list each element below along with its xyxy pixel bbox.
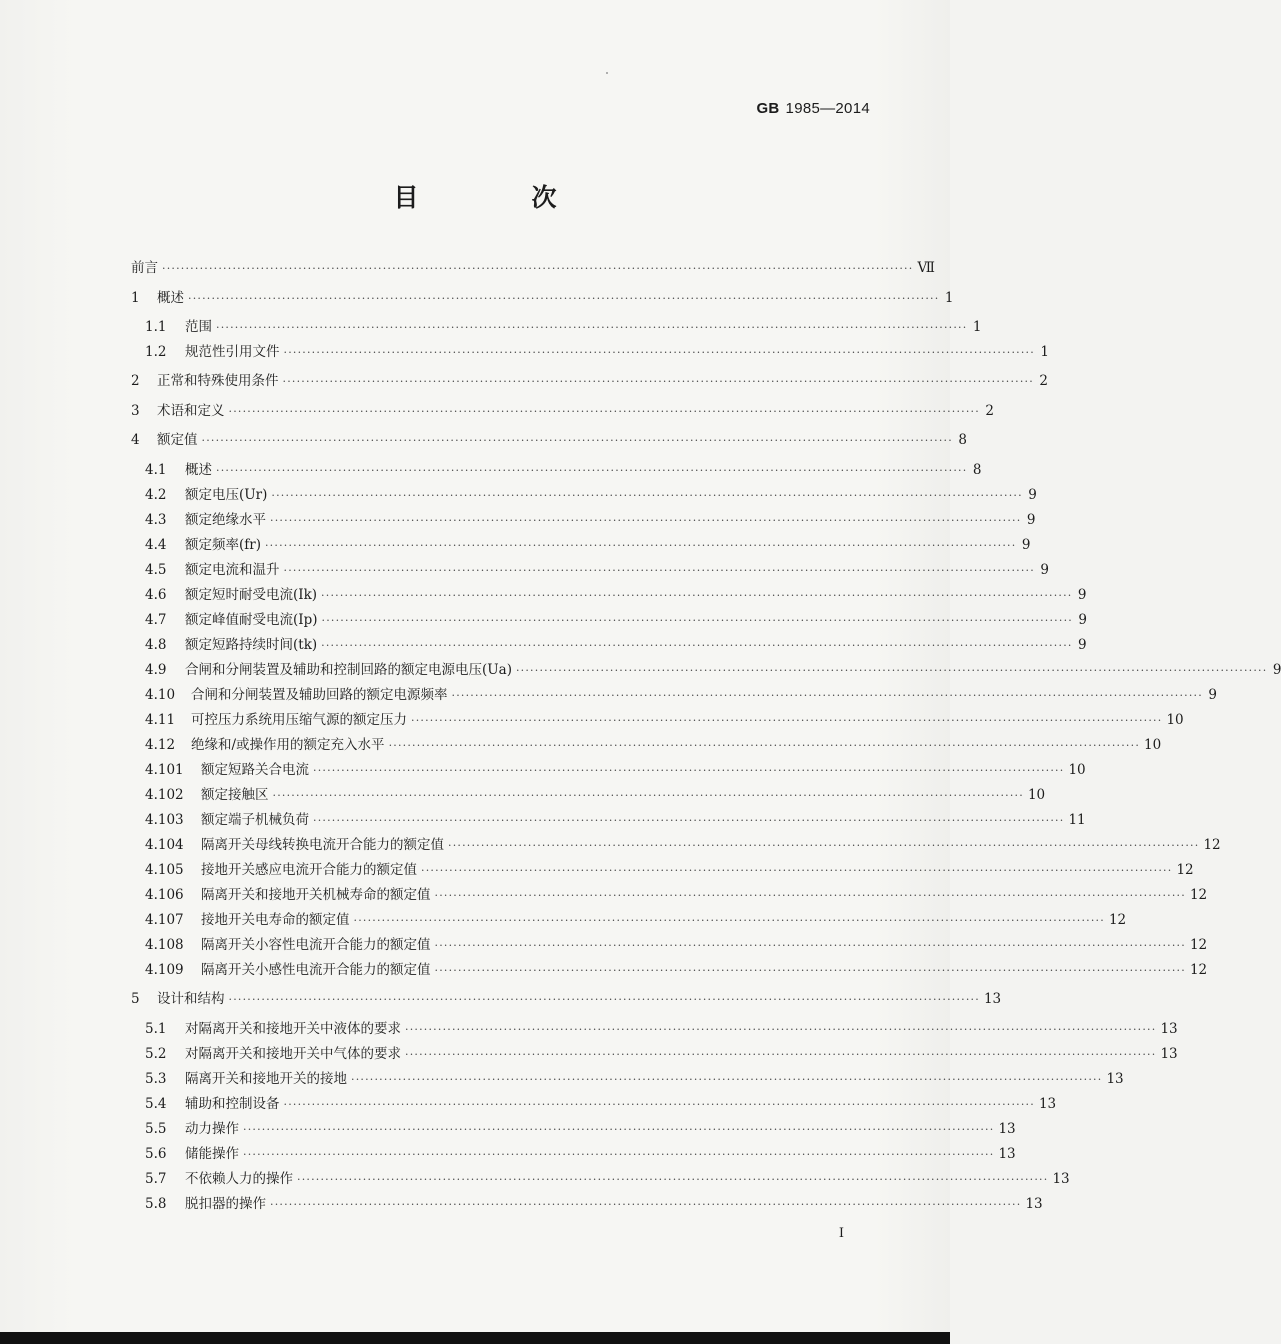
toc-entry-number: 4.4 (145, 537, 167, 553)
toc-entry-page: 13 (998, 1146, 1016, 1162)
toc-entry-label: 辅助和控制设备 (185, 1096, 280, 1112)
toc-entry-page: 13 (1025, 1196, 1043, 1212)
toc-entry-number: 5.7 (145, 1171, 167, 1187)
toc-entry (131, 258, 935, 278)
toc-entry (145, 585, 1087, 605)
toc-entry (145, 1194, 1043, 1214)
toc-leader-dots: ································································································································································ (271, 489, 1023, 502)
toc-entry-page: 12 (1108, 912, 1127, 928)
toc-entry-page: 11 (1068, 812, 1086, 828)
toc-leader-dots: ································································································································································ (411, 714, 1163, 727)
toc-leader-dots: ································································································································································ (283, 1098, 1035, 1111)
toc-entry-number: 4.5 (145, 562, 167, 578)
toc-entry-number: 4.12 (145, 737, 176, 753)
toc-entry-label: 术语和定义 (157, 403, 225, 419)
toc-entry-label: 额定峰值耐受电流(Ip) (185, 612, 318, 628)
toc-leader-dots: ································································································································································ (297, 1173, 1049, 1186)
toc-entry-number: 5.6 (145, 1146, 167, 1162)
toc-entry-page: 9 (1078, 612, 1087, 628)
toc-entry-number: 4.103 (145, 812, 184, 828)
toc-entry (145, 760, 1086, 780)
toc-entry (145, 735, 1162, 755)
toc-leader-dots: ································································································································································ (282, 375, 1034, 388)
toc-entry (145, 460, 982, 480)
toc-entry (145, 685, 1217, 705)
toc-leader-dots: ································································································································································ (228, 405, 980, 418)
toc-entry-page: 1 (944, 290, 954, 306)
toc-entry-label: 概述 (157, 290, 184, 306)
toc-leader-dots: ································································································································································ (388, 739, 1141, 752)
toc-entry (145, 1044, 1178, 1064)
toc-leader-dots: ································································································································································ (283, 564, 1035, 577)
toc-leader-dots: ································································································································································ (434, 964, 1186, 977)
toc-leader-dots: ································································································································································ (448, 839, 1200, 852)
toc-leader-dots: ································································································································································ (405, 1023, 1157, 1036)
toc-entry-label: 额定频率(fr) (185, 537, 261, 553)
toc-leader-dots: ································································································································································ (353, 914, 1105, 927)
toc-entry-page: 1 (1040, 344, 1049, 360)
toc-entry-page: 9 (1208, 687, 1217, 703)
toc-entry (145, 910, 1127, 930)
scan-speck (606, 72, 608, 74)
toc-entry (145, 785, 1046, 805)
toc-entry (131, 401, 994, 421)
toc-leader-dots: ································································································································································ (313, 814, 1065, 827)
toc-entry (145, 1069, 1124, 1089)
toc-entry (145, 1094, 1057, 1114)
toc-entry-number: 4.106 (145, 887, 184, 903)
toc-entry (131, 989, 1002, 1009)
toc-entry-number: 4.8 (145, 637, 167, 653)
toc-leader-dots: ································································································································································ (434, 889, 1186, 902)
toc-entry-number: 4.109 (145, 962, 184, 978)
toc-entry-page: 9 (1078, 637, 1087, 653)
toc-leader-dots: ································································································································································ (243, 1123, 995, 1136)
toc-entry-label: 接地开关感应电流开合能力的额定值 (201, 862, 417, 878)
toc-leader-dots: ································································································································································ (321, 614, 1073, 627)
toc-entry (145, 710, 1184, 730)
toc-entry-label: 绝缘和/或操作用的额定充入水平 (191, 737, 385, 753)
toc-entry-page: 1 (972, 319, 982, 335)
toc-entry-label: 额定接触区 (201, 787, 269, 803)
toc-entry-label: 对隔离开关和接地开关中气体的要求 (185, 1046, 401, 1062)
page-folio: I (838, 1226, 844, 1241)
toc-leader-dots: ································································································································································ (216, 321, 968, 334)
toc-entry-label: 额定电流和温升 (185, 562, 280, 578)
standard-prefix: GB (756, 100, 780, 117)
toc-entry-number: 4.9 (145, 662, 167, 678)
toc-entry-number: 4.10 (145, 687, 176, 703)
toc-entry-number: 4 (131, 432, 140, 448)
toc-leader-dots: ································································································································································ (313, 764, 1065, 777)
toc-entry-label: 额定端子机械负荷 (201, 812, 309, 828)
toc-entry-number: 4.6 (145, 587, 167, 603)
toc-entry (145, 610, 1087, 630)
toc-entry-page: 12 (1189, 962, 1208, 978)
toc-entry-page: 8 (958, 432, 967, 448)
toc-leader-dots: ································································································································································ (515, 664, 1268, 677)
toc-leader-dots: ································································································································································ (434, 939, 1186, 952)
toc-entry-number: 2 (131, 373, 140, 389)
toc-entry-page: 10 (1144, 737, 1162, 753)
toc-entry-number: 5.5 (145, 1121, 167, 1137)
toc-entry-label: 动力操作 (185, 1121, 239, 1137)
toc-entry (145, 835, 1221, 855)
toc-entry-number: 4.104 (145, 837, 184, 853)
toc-entry-number: 4.102 (145, 787, 184, 803)
toc-entry-page: 8 (972, 462, 982, 478)
toc-entry (145, 510, 1036, 530)
toc-entry-label: 正常和特殊使用条件 (157, 373, 279, 389)
toc-entry-number: 3 (131, 403, 140, 419)
toc-entry (145, 485, 1037, 505)
toc-entry-label: 前言 (131, 260, 158, 276)
toc-entry-label: 可控压力系统用压缩气源的额定压力 (191, 712, 407, 728)
toc-entry-page: 13 (1038, 1096, 1057, 1112)
toc-entry (145, 960, 1208, 980)
toc-entry-number: 5.1 (145, 1021, 167, 1037)
toc-entry-label: 隔离开关和接地开关的接地 (185, 1071, 347, 1087)
toc-leader-dots: ································································································································································ (321, 639, 1073, 652)
toc-entry (145, 635, 1087, 655)
toc-entry-label: 额定短时耐受电流(Ik) (185, 587, 318, 603)
toc-entry-number: 5.8 (145, 1196, 167, 1212)
toc-entry-number: 4.1 (145, 462, 167, 478)
toc-entry-label: 额定短路持续时间(tk) (185, 637, 318, 653)
toc-entry-page: 9 (1272, 662, 1281, 678)
toc-entry-page: Ⅶ (917, 260, 935, 276)
toc-entry-label: 概述 (185, 462, 212, 478)
toc-entry (145, 1119, 1016, 1139)
toc-entry-page: 9 (1040, 562, 1049, 578)
toc-entry-page: 12 (1176, 862, 1194, 878)
toc-entry (145, 342, 1049, 362)
toc-entry-number: 1 (131, 290, 140, 306)
toc-entry-label: 额定电压(Ur) (185, 487, 268, 503)
toc-entry (145, 1019, 1178, 1039)
toc-entry-label: 额定值 (157, 432, 198, 448)
toc-leader-dots: ································································································································································ (321, 589, 1073, 602)
toc-entry-number: 5.3 (145, 1071, 167, 1087)
toc-entry-number: 4.2 (145, 487, 167, 503)
toc-entry-number: 5.2 (145, 1046, 167, 1062)
toc-entry (145, 935, 1208, 955)
toc-entry-page: 13 (983, 991, 1002, 1007)
toc-entry-label: 隔离开关母线转换电流开合能力的额定值 (201, 837, 444, 853)
scan-edge (0, 1332, 950, 1344)
toc-entry-label: 合闸和分闸装置及辅助和控制回路的额定电源电压(Ua) (185, 662, 512, 678)
toc-leader-dots: ································································································································································ (351, 1073, 1103, 1086)
toc-entry-page: 9 (1077, 587, 1087, 603)
toc-entry (145, 1169, 1070, 1189)
toc-leader-dots: ································································································································································ (421, 864, 1173, 877)
page-title: 目 次 (393, 183, 601, 212)
toc-entry (145, 660, 1281, 680)
toc-leader-dots: ································································································································································ (188, 292, 940, 305)
toc-entry-label: 脱扣器的操作 (185, 1196, 266, 1212)
toc-entry (145, 860, 1194, 880)
toc-leader-dots: ································································································································································ (451, 689, 1203, 702)
toc-entry-label: 隔离开关小容性电流开合能力的额定值 (201, 937, 431, 953)
toc-entry-page: 13 (1160, 1046, 1178, 1062)
standard-number: 1985—2014 (785, 100, 870, 117)
toc-entry-page: 10 (1166, 712, 1184, 728)
toc-entry-label: 不依赖人力的操作 (185, 1171, 293, 1187)
toc-entry-page: 10 (1068, 762, 1086, 778)
toc-entry-label: 额定绝缘水平 (185, 512, 266, 528)
toc-leader-dots: ································································································································································ (270, 514, 1022, 527)
toc-leader-dots: ································································································································································ (405, 1048, 1157, 1061)
toc-entry-number: 1.1 (145, 319, 167, 335)
toc-entry-page: 9 (1026, 512, 1036, 528)
toc-entry-label: 隔离开关和接地开关机械寿命的额定值 (201, 887, 431, 903)
toc-leader-dots: ································································································································································ (201, 434, 953, 447)
toc-entry-number: 4.107 (145, 912, 184, 928)
toc-entry (145, 1144, 1016, 1164)
toc-entry-number: 4.7 (145, 612, 167, 628)
toc-leader-dots: ································································································································································ (162, 262, 914, 275)
toc-entry-number: 4.3 (145, 512, 167, 528)
toc-leader-dots: ································································································································································ (243, 1148, 995, 1161)
toc-leader-dots: ································································································································································ (264, 539, 1017, 552)
toc-entry (145, 810, 1086, 830)
toc-entry-page: 10 (1027, 787, 1046, 803)
toc-entry-label: 隔离开关小感性电流开合能力的额定值 (201, 962, 431, 978)
standard-code (756, 100, 870, 117)
toc-entry (145, 560, 1049, 580)
toc-entry-number: 1.2 (145, 344, 167, 360)
toc-leader-dots: ································································································································································ (228, 993, 980, 1006)
toc-entry (131, 371, 1048, 391)
toc-entry (131, 288, 954, 308)
toc-entry-number: 4.108 (145, 937, 184, 953)
toc-entry-page: 12 (1189, 887, 1208, 903)
toc-entry-label: 储能操作 (185, 1146, 239, 1162)
toc-entry-page: 12 (1189, 937, 1208, 953)
toc-leader-dots: ································································································································································ (270, 1198, 1022, 1211)
toc-entry-label: 接地开关电寿命的额定值 (201, 912, 350, 928)
toc-entry-page: 12 (1203, 837, 1221, 853)
toc-entry (145, 317, 982, 337)
toc-leader-dots: ································································································································································ (216, 464, 968, 477)
toc-entry-label: 范围 (185, 319, 212, 335)
toc-entry-label: 额定短路关合电流 (201, 762, 309, 778)
toc-entry-page: 13 (998, 1121, 1016, 1137)
toc-leader-dots: ································································································································································ (272, 789, 1024, 802)
toc-entry-number: 4.11 (145, 712, 176, 728)
toc-entry-page: 2 (985, 403, 994, 419)
toc-entry-label: 设计和结构 (157, 991, 225, 1007)
toc-entry (131, 430, 967, 450)
toc-entry-page: 13 (1106, 1071, 1124, 1087)
toc-leader-dots: ································································································································································ (283, 346, 1035, 359)
toc-entry-page: 9 (1021, 537, 1031, 553)
toc-entry-label: 规范性引用文件 (185, 344, 280, 360)
toc-entry-label: 对隔离开关和接地开关中液体的要求 (185, 1021, 401, 1037)
toc-entry-page: 9 (1028, 487, 1037, 503)
toc-entry-label: 合闸和分闸装置及辅助回路的额定电源频率 (191, 687, 448, 703)
toc-entry-number: 5.4 (145, 1096, 167, 1112)
toc-entry-page: 13 (1160, 1021, 1178, 1037)
toc-entry (145, 535, 1031, 555)
toc-entry-number: 4.105 (145, 862, 184, 878)
toc-entry-page: 13 (1052, 1171, 1070, 1187)
toc-entry-number: 4.101 (145, 762, 184, 778)
toc-entry-number: 5 (131, 991, 140, 1007)
toc-entry (145, 885, 1208, 905)
toc-entry-page: 2 (1039, 373, 1048, 389)
